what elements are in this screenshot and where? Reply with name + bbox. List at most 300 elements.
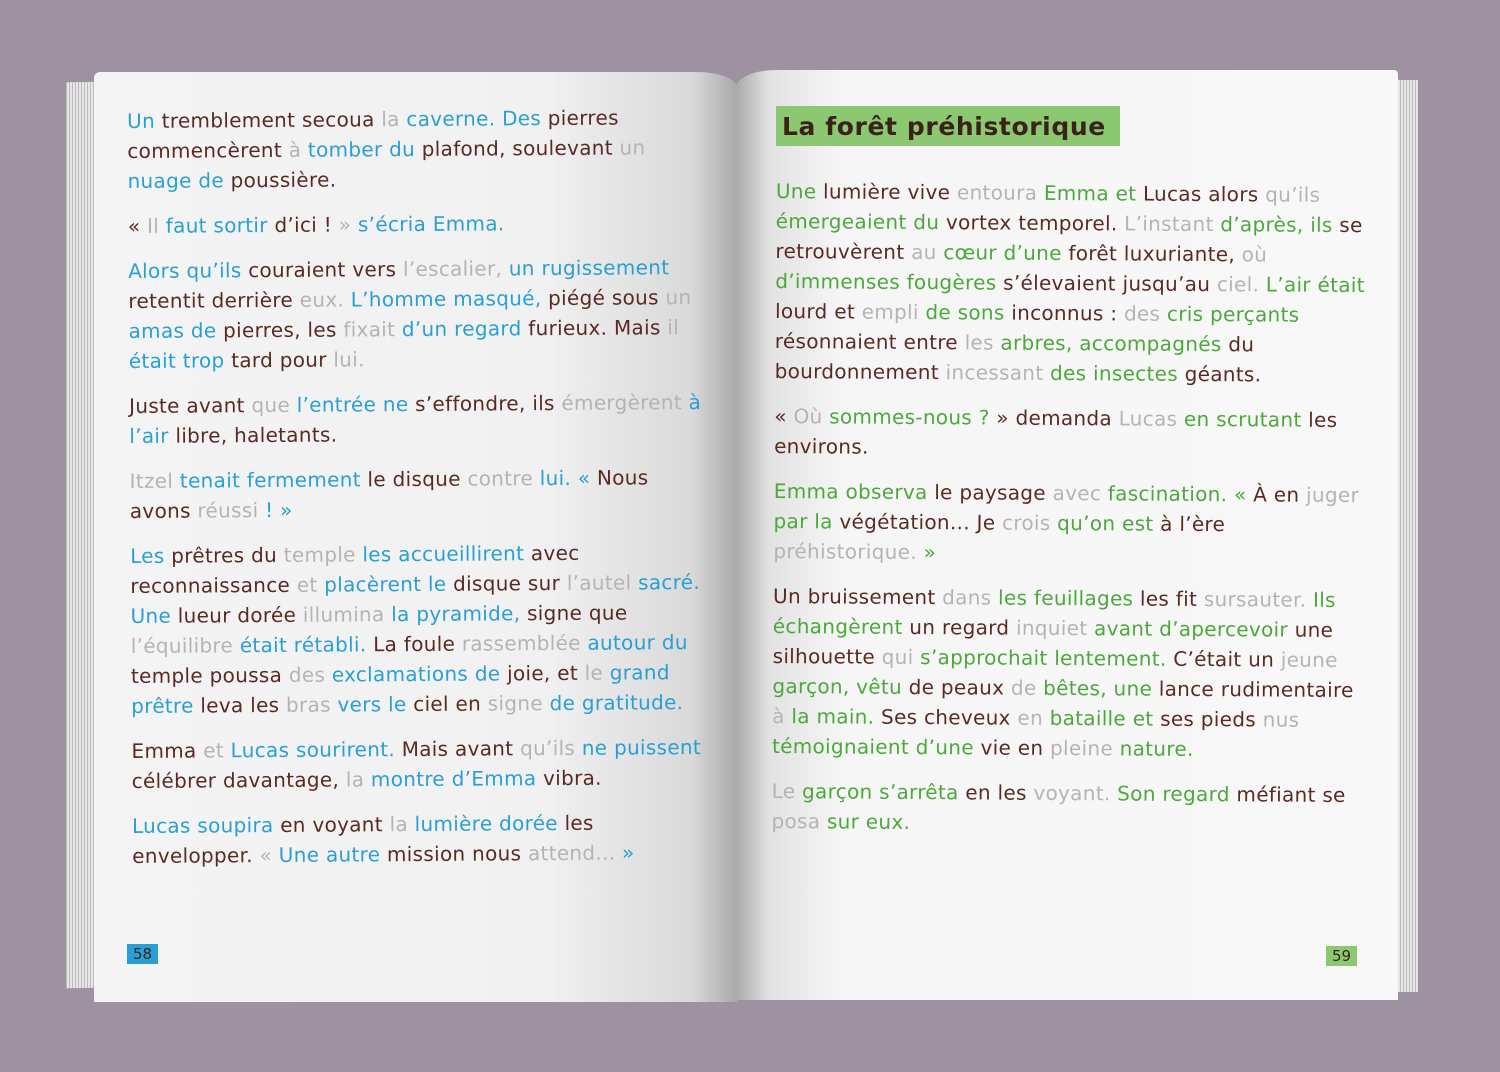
word: reconnaissance: [130, 572, 297, 598]
word: «: [127, 213, 148, 238]
word: derrière: [211, 287, 300, 313]
word: émergèrent: [561, 390, 689, 415]
word: Alors: [128, 258, 187, 283]
word: rudimentaire: [1220, 677, 1354, 703]
word: Un: [772, 583, 808, 609]
word: ne: [382, 391, 416, 417]
word: la: [389, 812, 415, 837]
word: accueillirent: [398, 541, 531, 567]
right-paragraph-1: [775, 176, 1366, 390]
right-page-text: [771, 176, 1366, 855]
word: un: [619, 135, 646, 160]
word: avec: [1052, 480, 1108, 506]
word: tard: [231, 347, 280, 373]
word: la: [391, 601, 417, 627]
word: haletants.: [234, 422, 338, 448]
left-paragraph-6: [130, 537, 706, 721]
word: demanda: [1015, 405, 1119, 431]
word: gratitude.: [581, 690, 684, 715]
word: Le: [771, 778, 803, 804]
word: ils: [1310, 212, 1340, 237]
word: voyant: [312, 812, 390, 837]
word: »: [996, 405, 1016, 430]
word: lui.: [333, 347, 365, 372]
word: sons: [957, 300, 1012, 325]
word: tremblement: [161, 107, 302, 133]
word: vive: [907, 179, 957, 205]
word: amas: [128, 318, 191, 343]
word: arbres,: [1000, 330, 1080, 356]
word: tenait: [179, 468, 247, 493]
word: pieds: [1200, 706, 1263, 732]
word: l’entrée: [296, 392, 383, 417]
word: Des: [501, 106, 548, 131]
word: pleine: [1050, 735, 1120, 761]
word: L’homme: [350, 286, 454, 312]
word: fermement: [246, 467, 368, 493]
word: s’élevaient: [1003, 270, 1123, 296]
word: dans: [942, 585, 999, 610]
word: était: [128, 348, 183, 373]
word: piégé: [548, 285, 612, 311]
word: luxuriante,: [1123, 241, 1242, 267]
word: bruissement: [807, 584, 943, 610]
word: préhistorique.: [773, 538, 924, 565]
word: l’air: [129, 423, 176, 448]
word: est: [1121, 511, 1161, 536]
word: pyramide,: [416, 601, 528, 626]
word: était: [1317, 272, 1365, 298]
word: de: [925, 300, 958, 325]
word: en: [1017, 735, 1051, 760]
word: s’effondre,: [415, 391, 533, 416]
word: Emma: [773, 478, 846, 504]
word: les: [250, 692, 287, 718]
word: eux.: [865, 809, 911, 834]
word: s’écria: [357, 211, 433, 237]
word: cœur: [943, 240, 1004, 265]
word: Lucas: [131, 813, 198, 838]
word: ciel: [413, 691, 456, 717]
word: lance: [1158, 676, 1221, 702]
word: du: [389, 136, 422, 162]
word: ils: [532, 390, 562, 416]
word: ses: [1160, 706, 1201, 731]
word: entre: [903, 329, 965, 355]
word: sacré.: [638, 570, 701, 595]
word: prêtre: [131, 693, 201, 718]
word: du: [913, 209, 946, 235]
word: un: [508, 256, 542, 281]
word: caverne.: [406, 106, 503, 132]
word: commencèrent: [127, 137, 289, 163]
word: le: [934, 480, 960, 505]
word: rassemblée: [461, 630, 588, 656]
word: qu’on: [1057, 510, 1123, 536]
word: témoignaient: [771, 733, 916, 759]
word: de: [474, 661, 508, 686]
word: se: [1322, 782, 1346, 807]
word: retentit: [128, 288, 212, 313]
word: les: [1308, 407, 1338, 432]
word: sortir: [213, 212, 275, 238]
word: pierres: [547, 105, 619, 131]
word: Mais: [613, 315, 668, 340]
word: Une: [278, 842, 327, 867]
word: vortex: [945, 210, 1019, 235]
word: mission: [386, 841, 473, 867]
word: il: [667, 315, 680, 340]
word: et: [1115, 181, 1144, 206]
word: cris: [1166, 301, 1211, 327]
left-paragraph-5: [130, 462, 705, 526]
word: de: [549, 690, 582, 716]
word: vers: [352, 257, 404, 282]
word: que: [251, 392, 297, 418]
page-number-right: 59: [1326, 946, 1357, 966]
word: réussi: [197, 498, 266, 523]
word: à: [688, 389, 702, 415]
word: illumina: [302, 602, 392, 627]
word: sommes-nous: [829, 404, 979, 430]
word: regard: [1162, 781, 1237, 807]
word: Emma: [131, 738, 204, 763]
word: contre: [467, 466, 540, 491]
word: par: [773, 508, 815, 534]
word: vers: [337, 692, 389, 717]
word: d’ici: [274, 212, 324, 237]
word: rétabli.: [293, 632, 374, 657]
word: L’air: [1265, 272, 1318, 297]
word: poussa: [209, 662, 289, 688]
word: Ses: [880, 704, 925, 730]
word: la: [345, 767, 371, 792]
word: attend...: [527, 840, 623, 866]
word: regard: [941, 615, 1017, 640]
word: du: [661, 630, 688, 655]
word: une: [1113, 676, 1159, 701]
word: qu’ils: [186, 258, 249, 283]
word: Emma: [1043, 180, 1116, 206]
word: les: [307, 317, 344, 342]
word: secoua: [301, 107, 382, 132]
word: scrutant: [1216, 407, 1309, 432]
word: Où: [793, 404, 830, 429]
right-paragraph-2: [774, 401, 1364, 465]
left-paragraph-1: [127, 102, 703, 196]
word: environs.: [774, 433, 869, 459]
word: à: [288, 137, 308, 162]
word: insectes: [1092, 361, 1185, 386]
word: Emma.: [432, 211, 505, 236]
word: perçants: [1209, 302, 1300, 327]
word: un: [909, 614, 943, 640]
word: bourdonnement: [774, 358, 946, 385]
word: pierres,: [223, 317, 308, 343]
word: s’arrêta: [879, 779, 966, 805]
word: «: [259, 842, 279, 868]
left-paragraph-2: [128, 207, 703, 241]
word: l’ère: [1179, 511, 1226, 537]
word: Lucas: [1118, 406, 1185, 431]
word: l’équilibre: [130, 633, 240, 658]
word: nous: [471, 841, 529, 866]
word: qu’ils: [1265, 182, 1321, 207]
word: un: [665, 285, 692, 310]
word: !: [264, 497, 281, 523]
left-paragraph-3: [128, 252, 704, 376]
word: végétation...: [839, 509, 977, 535]
word: davantage,: [222, 767, 346, 793]
word: soupira: [197, 812, 281, 838]
word: de: [190, 318, 224, 343]
word: Lucas: [1142, 181, 1209, 207]
word: la: [381, 107, 407, 132]
word: «: [1233, 482, 1254, 507]
word: des: [1123, 301, 1168, 326]
word: qu’ils: [519, 735, 582, 761]
word: lumière: [822, 179, 908, 204]
word: exclamations: [331, 661, 475, 687]
word: et: [203, 738, 231, 763]
word: Un: [127, 108, 162, 133]
word: »: [621, 840, 635, 865]
word: libre,: [175, 423, 235, 448]
word: faut: [165, 213, 214, 238]
word: disque: [392, 466, 468, 492]
word: garçon: [801, 779, 880, 804]
left-paragraph-4: [129, 387, 704, 451]
word: sursauter.: [1203, 586, 1314, 612]
word: avant: [454, 736, 521, 761]
word: se: [1339, 212, 1363, 238]
word: temple: [130, 663, 210, 688]
word: Ils: [1312, 587, 1336, 612]
word: où: [1241, 242, 1268, 267]
word: méfiant: [1236, 782, 1323, 807]
word: une: [1294, 617, 1334, 642]
word: avec: [530, 540, 580, 566]
word: le: [388, 692, 414, 717]
word: placèrent: [324, 571, 429, 597]
word: envelopper.: [132, 843, 260, 868]
word: incessant: [945, 360, 1051, 385]
word: avons: [129, 498, 198, 523]
word: temple: [283, 542, 363, 567]
word: temporel.: [1018, 210, 1125, 236]
word: main.: [816, 704, 882, 729]
word: des: [1050, 360, 1094, 386]
word: peaux: [940, 675, 1012, 700]
word: de: [198, 168, 231, 193]
word: fit: [1175, 586, 1204, 611]
word: résonnaient: [774, 328, 904, 354]
word: joie,: [506, 661, 558, 686]
word: empli: [861, 299, 926, 325]
word: et: [557, 660, 585, 686]
word: puissent: [613, 735, 702, 760]
word: sur: [826, 809, 866, 834]
word: disque: [452, 571, 528, 596]
word: à: [772, 703, 792, 729]
word: «: [577, 465, 598, 490]
word: vêtu: [856, 674, 909, 699]
word: Mais: [401, 736, 456, 762]
word: et: [834, 299, 862, 324]
word: alors: [1208, 182, 1266, 207]
word: regard: [454, 316, 529, 341]
page-number-left: 58: [127, 944, 158, 964]
word: dorée: [237, 602, 303, 628]
word: des: [288, 662, 332, 687]
word: bras: [285, 692, 338, 717]
word: sur: [527, 570, 567, 596]
word: inconnus: [1011, 300, 1111, 326]
word: leva: [200, 693, 251, 718]
left-paragraph-8: [132, 807, 707, 871]
word: masqué,: [453, 286, 549, 311]
word: d’une: [1003, 240, 1069, 266]
word: fougères: [906, 269, 1004, 295]
word: Une: [775, 178, 824, 204]
word: prêtres: [171, 543, 252, 568]
word: et: [296, 572, 325, 597]
word: silhouette: [772, 643, 882, 669]
word: sourirent.: [295, 737, 402, 762]
word: qui: [881, 644, 921, 670]
word: eux.: [299, 287, 351, 312]
word: d’après,: [1220, 212, 1311, 237]
word: en: [965, 780, 998, 805]
word: pour: [279, 347, 334, 372]
word: juger: [1306, 482, 1360, 508]
word: C’était: [1173, 646, 1249, 672]
word: :: [1110, 301, 1125, 326]
word: autour: [587, 630, 662, 655]
word: l’escalier,: [402, 256, 509, 282]
word: observa: [845, 479, 935, 505]
word: rugissement: [541, 255, 670, 281]
word: l’autel: [566, 570, 639, 595]
word: nature.: [1119, 736, 1194, 761]
word: !: [323, 212, 339, 237]
word: échangèrent: [772, 613, 910, 639]
word: en: [1183, 406, 1217, 432]
word: signe: [526, 600, 589, 626]
word: bataille: [1049, 705, 1133, 731]
word: les: [964, 330, 1001, 355]
word: que: [588, 600, 628, 625]
word: lueur: [177, 603, 238, 628]
word: soulevant: [512, 135, 620, 161]
word: dorée: [498, 810, 565, 836]
word: trop: [182, 348, 232, 373]
word: posa: [771, 808, 828, 834]
word: les: [564, 810, 594, 835]
word: d’une: [915, 734, 981, 760]
word: plafond,: [421, 136, 513, 161]
word: Les: [130, 543, 172, 568]
word: »: [338, 212, 358, 237]
word: »: [923, 540, 937, 565]
word: ciel.: [1216, 272, 1266, 297]
left-paragraph-7: [131, 732, 706, 796]
right-paragraph-3: [773, 476, 1364, 570]
word: Juste: [129, 393, 187, 418]
word: À: [1253, 482, 1274, 507]
word: avant: [186, 393, 252, 418]
word: signe: [487, 691, 550, 716]
word: retrouvèrent: [775, 238, 912, 264]
word: ?: [978, 405, 997, 430]
word: Nous: [596, 465, 649, 490]
word: en: [1273, 482, 1307, 507]
word: nuage: [127, 168, 199, 193]
word: célébrer: [131, 768, 224, 793]
word: d’immenses: [775, 268, 907, 294]
word: fascination.: [1107, 481, 1235, 507]
word: géants.: [1184, 361, 1262, 387]
word: Une: [130, 603, 178, 628]
word: d’Emma: [451, 766, 544, 791]
word: les: [1139, 586, 1176, 611]
word: crois: [1001, 510, 1058, 535]
word: tomber: [307, 137, 390, 162]
word: d’apercevoir: [1159, 616, 1295, 642]
word: autre: [325, 842, 388, 867]
word: et: [1132, 706, 1161, 731]
word: Je: [976, 510, 1003, 535]
word: vibra.: [542, 765, 602, 791]
word: avant: [1094, 616, 1160, 641]
word: Il: [146, 213, 166, 238]
word: grand: [609, 660, 670, 685]
word: de: [908, 674, 942, 700]
chapter-title: La forêt préhistorique: [776, 106, 1120, 146]
word: vie: [980, 735, 1018, 760]
word: paysage: [959, 480, 1053, 505]
word: lumière: [414, 811, 500, 837]
word: émergeaient: [775, 208, 914, 234]
word: les: [997, 780, 1034, 805]
word: »: [279, 497, 293, 522]
word: les: [998, 585, 1035, 610]
right-paragraph-4: [772, 581, 1363, 765]
word: fixait: [343, 317, 402, 342]
word: un: [1248, 647, 1281, 672]
word: couraient: [248, 257, 353, 283]
word: lentement.: [1054, 645, 1174, 671]
word: entoura: [956, 180, 1044, 205]
word: Itzel: [129, 468, 180, 493]
word: du: [1228, 332, 1255, 357]
word: était: [239, 632, 294, 658]
word: à: [1160, 511, 1180, 536]
word: L’instant: [1124, 211, 1221, 237]
word: lui.: [539, 465, 578, 491]
word: poussière.: [230, 167, 337, 193]
word: la: [791, 704, 817, 729]
word: voyant.: [1033, 780, 1118, 806]
word: d’un: [401, 316, 455, 342]
word: Lucas: [230, 737, 297, 763]
word: lourd: [774, 298, 835, 324]
right-page-edges: [1398, 80, 1418, 992]
word: bêtes,: [1043, 675, 1114, 701]
word: en: [280, 812, 313, 837]
word: de: [1010, 675, 1044, 700]
word: accompagnés: [1079, 331, 1229, 357]
